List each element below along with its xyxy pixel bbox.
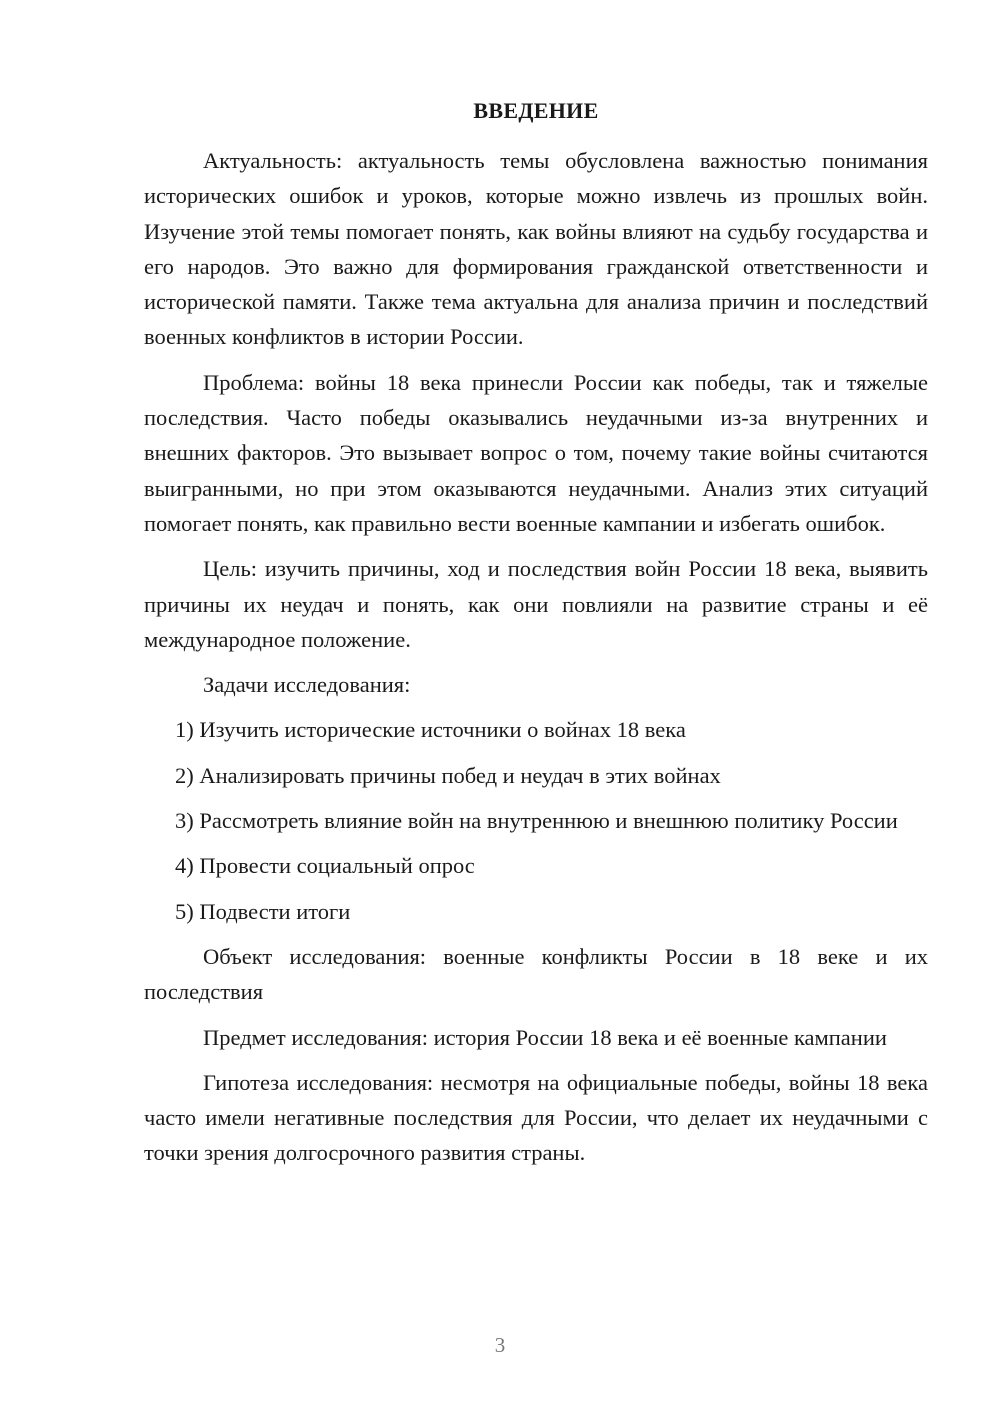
tasks-heading: Задачи исследования:: [203, 672, 411, 698]
paragraph-problem: Проблема: войны 18 века принесли России как победы, так и тяжелые последствия. Часто победы оказывались неудачными из-за внутренних и внешних факторов. Это вызывает вопрос о том, почему такие войны считаются выигранными, но при этом оказываются неудачными. Анализ этих ситуаций помогает понять, как правильно вести военные кампании и избегать ошибок.: [144, 369, 928, 536]
paragraph-hypothesis: Гипотеза исследования: несмотря на официальные победы, войны 18 века часто имели негативные последствия для России, что делает их неудачными с точки зрения долгосрочного развития страны.: [144, 1069, 928, 1166]
paragraph-subject: Предмет исследования: история России 18 века и её военные кампании: [203, 1024, 887, 1050]
document-page: [144, 94, 928, 1181]
page-number: 3: [494, 1333, 506, 1357]
paragraph-relevance: Актуальность: актуальность темы обусловлена важностью понимания исторических ошибок и уроков, которые можно извлечь из прошлых войн. Изучение этой темы помогает понять, как войны влияют на судьбу государства и его народов. Это важно для формирования гражданской ответственности и исторической памяти. Также тема актуальна для анализа причин и последствий военных конфликтов в истории России.: [144, 148, 928, 350]
task-item-3: 3) Рассмотреть влияние войн на внутреннюю и внешнюю политику России: [175, 808, 898, 834]
task-item-5: 5) Подвести итоги: [175, 898, 351, 924]
task-item-2: 2) Анализировать причины побед и неудач в этих войнах: [175, 762, 721, 788]
task-item-4: 4) Провести социальный опрос: [175, 853, 475, 879]
task-item-1: 1) Изучить исторические источники о войнах 18 века: [175, 717, 686, 743]
paragraph-goal: Цель: изучить причины, ход и последствия войн России 18 века, выявить причины их неудач и понять, как они повлияли на развитие страны и её международное положение.: [144, 556, 928, 652]
section-title: ВВЕДЕНИЕ: [473, 98, 599, 123]
paragraph-object: Объект исследования: военные конфликты России в 18 веке и их последствия: [144, 943, 928, 1005]
